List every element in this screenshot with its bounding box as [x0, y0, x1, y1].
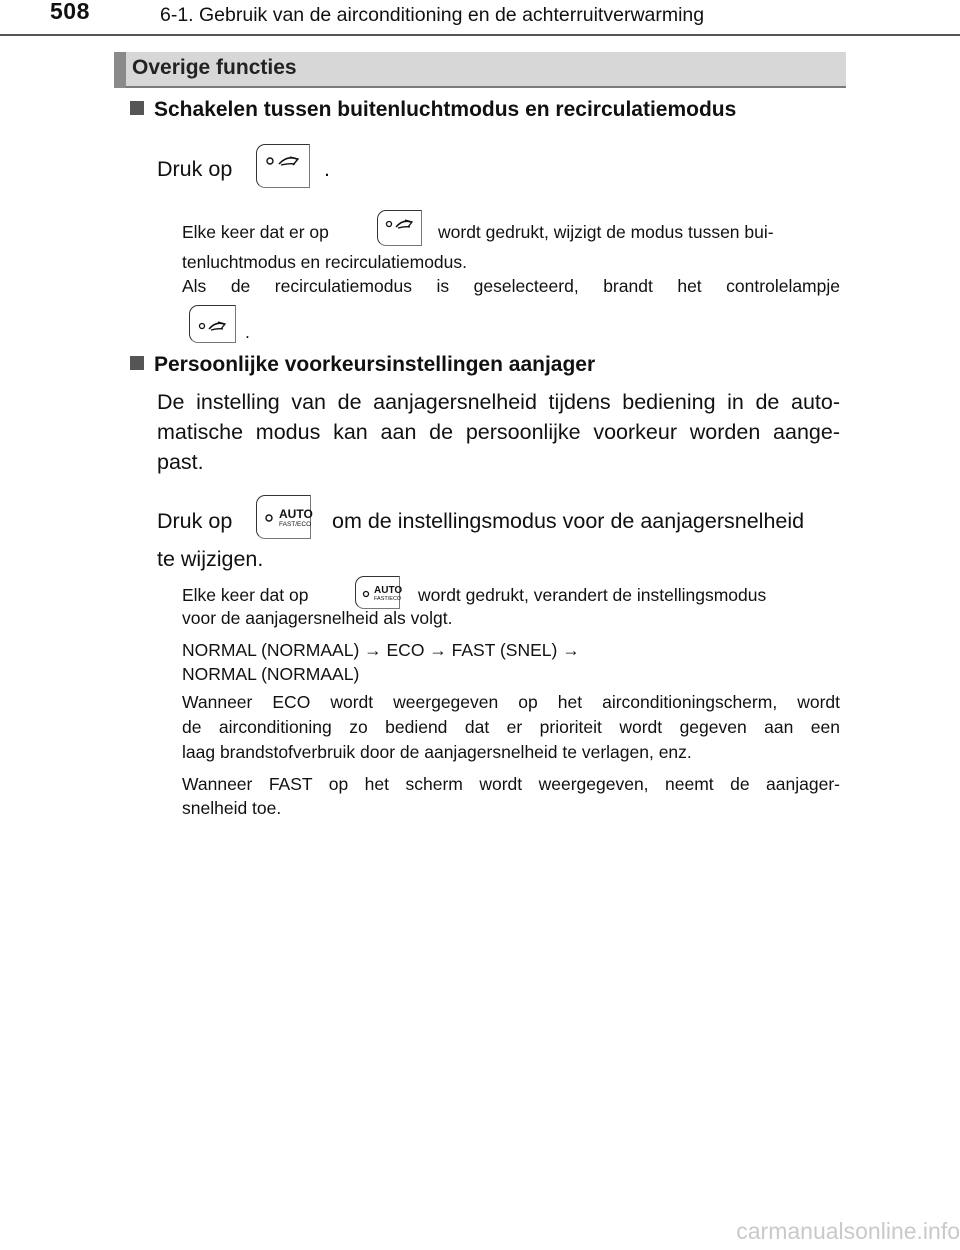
recirculation-indicator-icon: [189, 305, 236, 343]
section-title: Overige functies: [132, 56, 297, 79]
page-number: 508: [50, 0, 90, 24]
fan-note1-end: wordt gedrukt, verandert de instellingsmodus: [418, 585, 767, 605]
header-divider: [0, 34, 960, 36]
recirc-note1-end: wordt gedrukt, wijzigt de modus tussen bui-: [438, 222, 774, 242]
fan-sequence-line2: NORMAL (NORMAAL): [182, 664, 360, 684]
recirc-note1-line2: tenluchtmodus en recirculatiemodus.: [182, 252, 468, 272]
recirc-press-text: Druk op: [157, 157, 233, 181]
recirculation-button-icon: [377, 210, 422, 246]
fan-press-text: Druk op: [157, 509, 233, 533]
auto-fast-eco-button-icon: [355, 576, 403, 609]
chapter-title: 6-1. Gebruik van de airconditioning en de achterruitverwarming: [160, 4, 705, 26]
eco-note-line3: laag brandstofverbruik door de aanjagersnelheid te verlagen, enz.: [182, 742, 692, 762]
bullet-square-icon: [130, 356, 144, 370]
recirc-heading-text: Schakelen tussen buitenluchtmodus en recirculatiemodus: [154, 98, 737, 121]
bullet-square-icon: [130, 101, 144, 115]
fast-note-line1: Wanneer FAST op het scherm wordt weergegeven, neemt de aanjager-: [182, 774, 840, 794]
fan-press-line2: te wijzigen.: [157, 547, 264, 571]
fan-sequence-line1: NORMAL (NORMAAL) → ECO → FAST (SNEL) →: [182, 640, 580, 660]
fan-heading-text: Persoonlijke voorkeursinstellingen aanjager: [154, 353, 596, 376]
watermark: carmanualsonline.info: [736, 1218, 960, 1244]
fan-para-line2: matische modus kan aan de persoonlijke voorkeur worden aange-: [157, 420, 840, 444]
fan-para-line3: past.: [157, 450, 204, 474]
recirc-heading: [130, 98, 736, 122]
fast-eco-label: FAST/ECO: [279, 521, 312, 528]
fan-note1-line2: voor de aanjagersnelheid als volgt.: [182, 608, 453, 628]
section-tab-marker: [114, 52, 126, 88]
fan-para-line1: De instelling van de aanjagersnelheid tijdens bediening in de auto-: [157, 390, 840, 414]
eco-note-line2: de airconditioning zo bediend dat er prioriteit wordt gegeven aan een: [182, 717, 840, 737]
fast-eco-label: FAST/ECO: [374, 596, 402, 602]
auto-fast-eco-button-icon: [256, 495, 311, 539]
recirculation-button-icon: [256, 144, 310, 188]
auto-label: AUTO: [279, 507, 313, 521]
section-header: [114, 52, 846, 88]
recirc-press-end: .: [324, 157, 330, 181]
recirc-note2-line1: Als de recirculatiemodus is geselecteerd, brandt het controlelampje: [182, 276, 840, 296]
fast-note-line2: snelheid toe.: [182, 798, 282, 818]
fan-heading: [130, 353, 595, 377]
recirc-note2-end: .: [245, 322, 250, 342]
auto-label: AUTO: [374, 585, 403, 596]
recirc-note1-start: Elke keer dat er op: [182, 222, 329, 242]
fan-note1-start: Elke keer dat op: [182, 585, 309, 605]
fan-press-end: om de instellingsmodus voor de aanjagersnelheid: [332, 509, 805, 533]
eco-note-line1: Wanneer ECO wordt weergegeven op het airconditioningscherm, wordt: [182, 692, 840, 712]
